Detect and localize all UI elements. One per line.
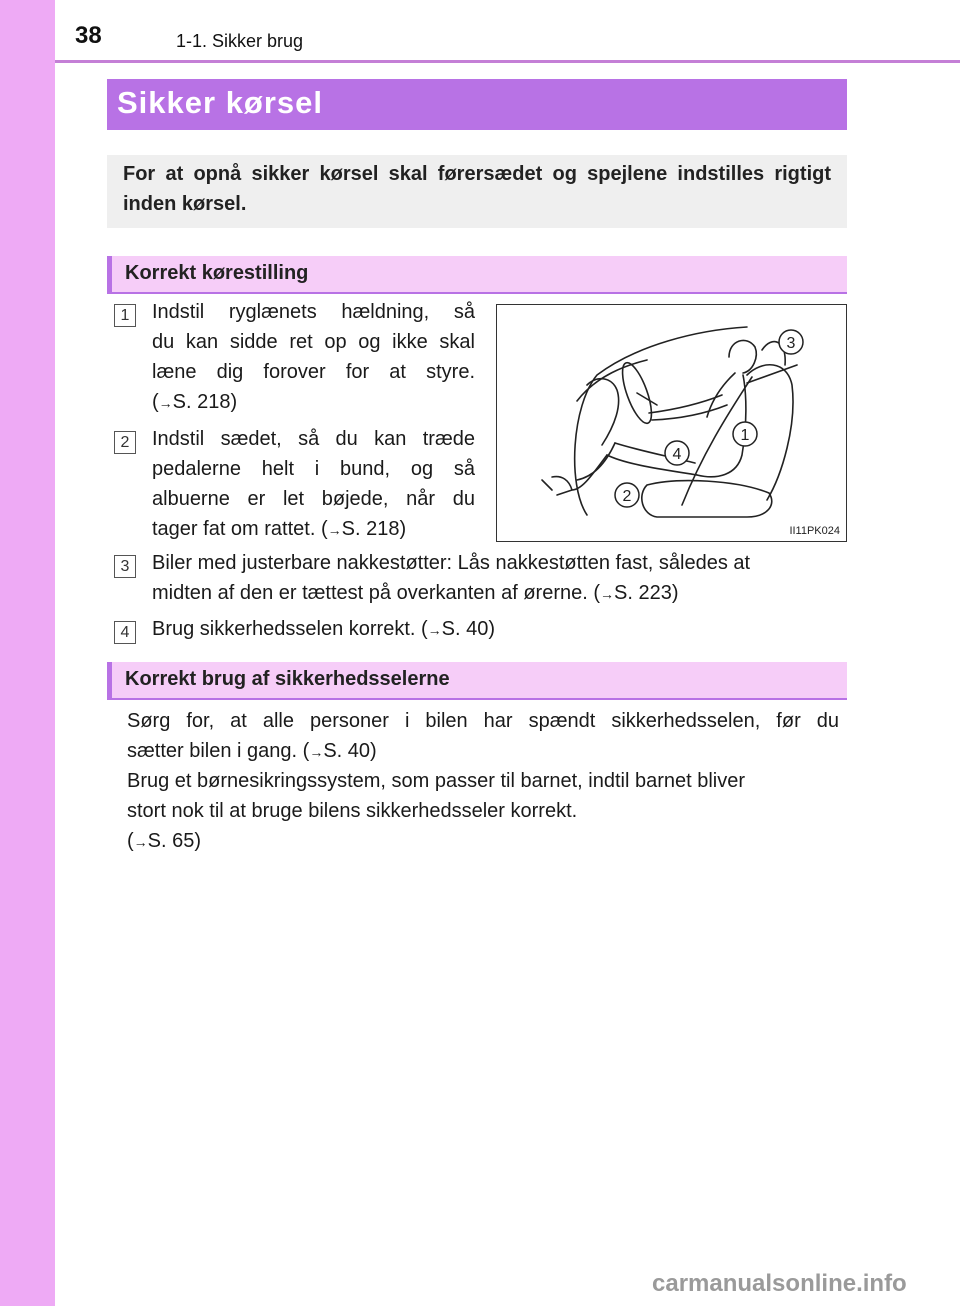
arrow-right-icon: →: [133, 834, 148, 850]
item-number-badge: 3: [114, 555, 136, 578]
section-heading-driving-position: [107, 256, 847, 294]
paragraph-line: Sørg for, at alle personer i bilen har spændt sikkerhedsselen, før du: [127, 710, 839, 732]
item-2-line: pedalerne helt i bund, og så: [152, 458, 475, 480]
page-reference: S. 40): [323, 740, 377, 762]
section-heading-text: Korrekt kørestilling: [125, 262, 309, 284]
item-3-text: [152, 548, 842, 609]
intro-box: [107, 155, 847, 228]
item-3-reference[interactable]: [152, 578, 842, 609]
callout-1-label: 1: [740, 427, 750, 444]
page-reference: S. 218): [172, 391, 238, 413]
item-1-line: du kan sidde ret op og ikke skal: [152, 331, 475, 353]
watermark: carmanualsonline.info: [652, 1270, 907, 1297]
arrow-right-icon: →: [309, 744, 324, 760]
ref-paren: (: [127, 830, 134, 852]
section-breadcrumb: 1-1. Sikker brug: [176, 31, 304, 51]
page-title: Sikker kørsel: [117, 85, 324, 120]
item-number-badge: 1: [114, 304, 136, 327]
driver-seat-diagram: [497, 305, 846, 541]
item-4-line: Brug sikkerhedsselen korrekt. (: [152, 618, 428, 640]
callout-4-label: 4: [672, 446, 682, 463]
paragraph-reference[interactable]: [127, 736, 839, 767]
paragraph-line: sætter bilen i gang. (: [127, 740, 310, 762]
arrow-right-icon: →: [158, 395, 173, 411]
page-reference: S. 218): [341, 518, 407, 540]
page-number: 38: [75, 22, 102, 49]
item-3-line: midten af den er tættest på overkanten af ørerne. (: [152, 582, 601, 604]
sidebar-tab: [0, 0, 55, 1306]
callout-3-label: 3: [786, 335, 796, 352]
item-2-reference[interactable]: [152, 514, 475, 545]
item-4-text[interactable]: [152, 614, 842, 645]
intro-text: For at opnå sikker kørsel skal førersædet og spejlene indstilles rigtigt inden kørsel.: [123, 163, 831, 215]
item-number-badge: 2: [114, 431, 136, 454]
ref-paren: (: [152, 391, 159, 413]
item-1-line: Indstil ryglænets hældning, så: [152, 301, 475, 323]
page-reference: S. 223): [614, 582, 679, 604]
seatbelt-paragraph-1: [127, 706, 839, 767]
callout-2-label: 2: [622, 488, 632, 505]
driving-position-illustration: [496, 304, 847, 542]
item-1-text: [152, 297, 475, 418]
paragraph-line: stort nok til at bruge bilens sikkerhedsseler korrekt.: [127, 800, 578, 822]
item-2-line: albuerne er let bøjede, når du: [152, 488, 475, 510]
item-number-badge: 4: [114, 621, 136, 644]
item-1-reference[interactable]: [152, 387, 475, 418]
seatbelt-paragraph-2: [127, 766, 839, 857]
item-2-text: [152, 424, 475, 545]
paragraph-line: Brug et børnesikringssystem, som passer til barnet, indtil barnet bliver: [127, 770, 746, 792]
page-reference: S. 40): [441, 618, 496, 640]
paragraph-reference[interactable]: [127, 826, 839, 857]
page-title-banner: [107, 79, 847, 130]
section-heading-text: Korrekt brug af sikkerhedsselerne: [125, 668, 450, 690]
item-2-line: Indstil sædet, så du kan træde: [152, 428, 475, 450]
arrow-right-icon: →: [427, 622, 442, 638]
item-1-line: læne dig forover for at styre.: [152, 361, 475, 383]
item-3-line: Biler med justerbare nakkestøtter: Lås nakkestøtten fast, således at: [152, 552, 751, 574]
arrow-right-icon: →: [327, 522, 342, 538]
page-reference: S. 65): [147, 830, 202, 852]
header-divider: [55, 60, 960, 63]
arrow-right-icon: →: [600, 586, 615, 602]
figure-id: II11PK024: [789, 525, 840, 537]
section-heading-seatbelts: [107, 662, 847, 700]
item-2-line: tager fat om rattet. (: [152, 518, 328, 540]
